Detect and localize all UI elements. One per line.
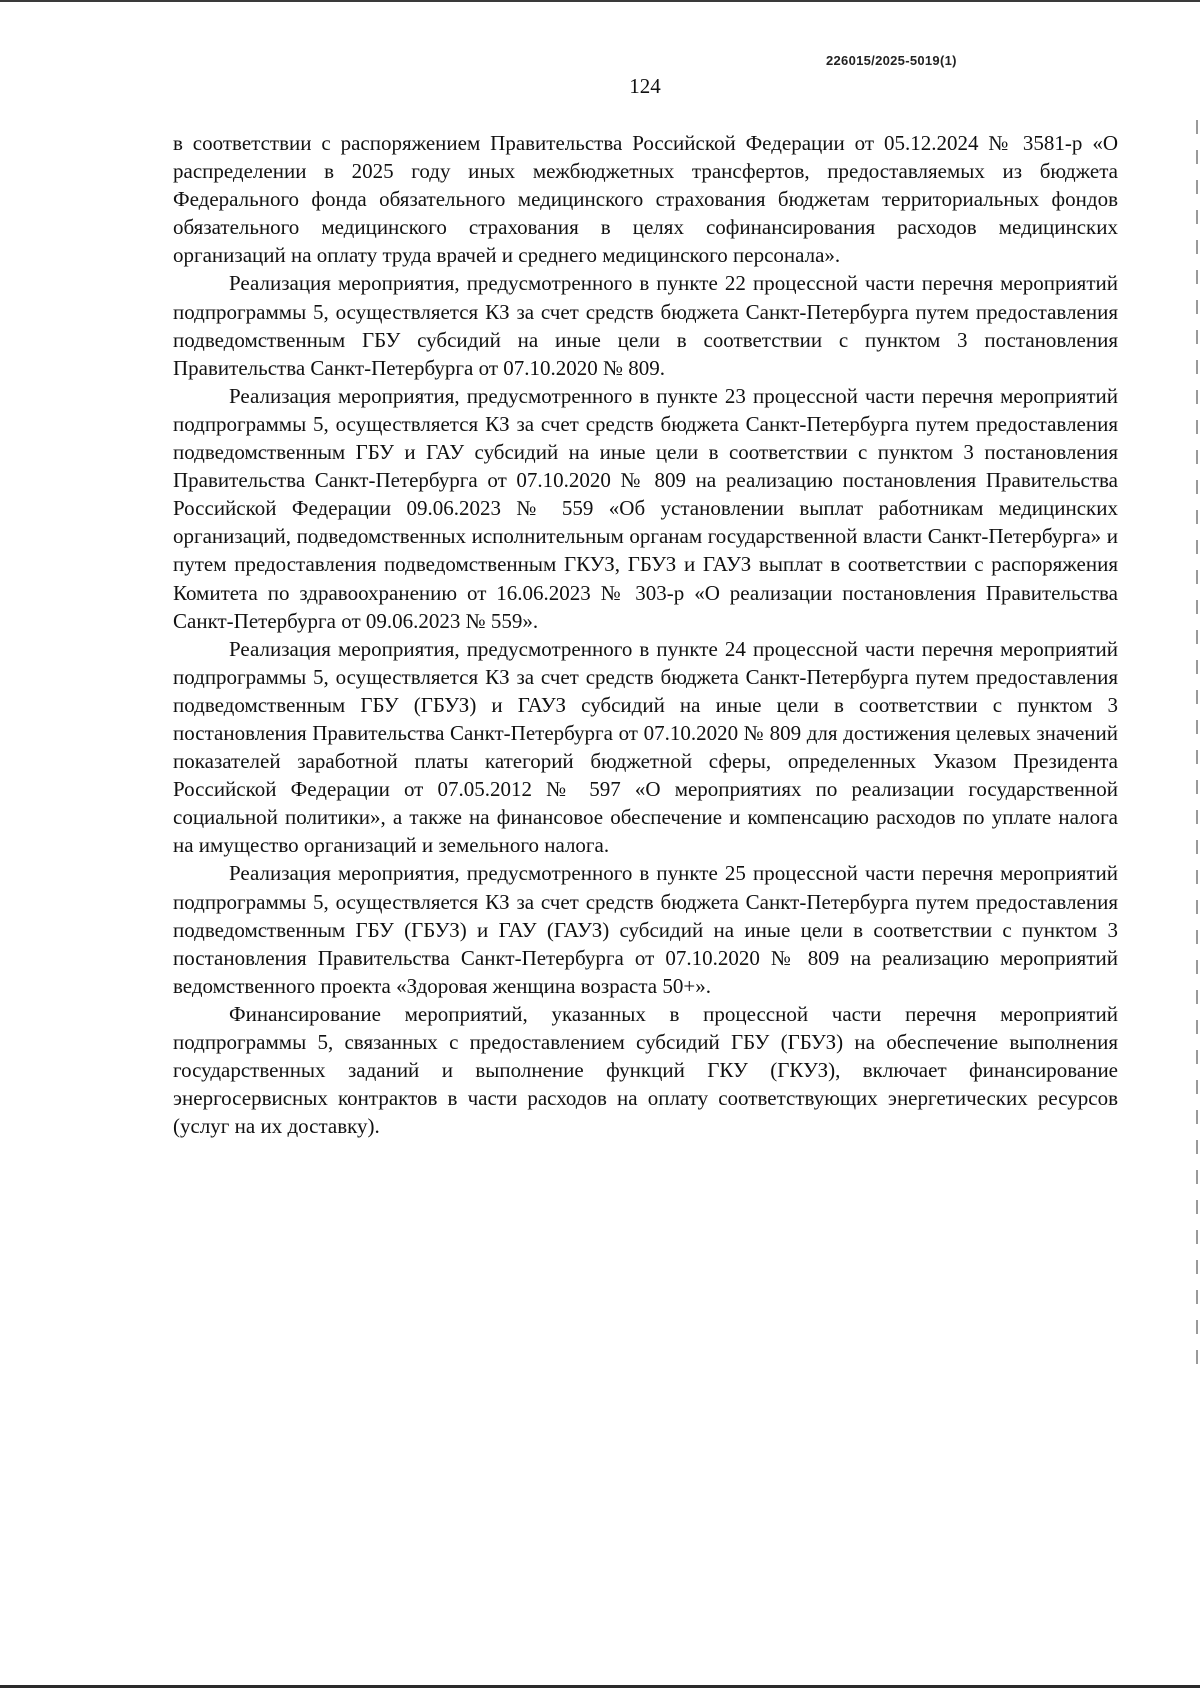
- paragraph-financing: Финансирование мероприятий, указанных в процессной части перечня мероприятий подпрограммы 5, связанных с предоставлением субсидий ГБУ (ГБУЗ) на обеспечение выполнения государственных заданий и выполнение функций ГКУ (ГКУЗ), включает финансирование энергосервисных контрактов в части расходов на оплату соответствующих энергетических ресурсов (услуг на их доставку).: [173, 1001, 1118, 1139]
- scan-edge-bottom: [0, 1685, 1200, 1688]
- paragraph-item-22: Реализация мероприятия, предусмотренного в пункте 22 процессной части перечня мероприятий подпрограммы 5, осуществляется КЗ за счет средств бюджета Санкт-Петербурга путем предоставления подведомственным ГБУ субсидий на иные цели в соответствии с пунктом 3 постановления Правительства Санкт-Петербурга от 07.10.2020 № 809.: [173, 271, 1118, 380]
- document-registration-number: 226015/2025-5019(1): [826, 53, 957, 68]
- page-number: 124: [629, 74, 661, 98]
- scan-edge-top: [0, 0, 1200, 2]
- document-body: [173, 129, 1118, 1140]
- scan-edge-right: [1196, 120, 1198, 1380]
- paragraph-item-23: Реализация мероприятия, предусмотренного в пункте 23 процессной части перечня мероприятий подпрограммы 5, осуществляется КЗ за счет средств бюджета Санкт-Петербурга путем предоставления подведомственным ГБУ и ГАУ субсидий на иные цели в соответствии с пунктом 3 постановления Правительства Санкт-Петербурга от 07.10.2020 № 809 на реализацию постановления Правительства Российской Федерации 09.06.2023 № 559 «Об установлении выплат работникам медицинских организаций, подведомственных исполнительным органам государственной власти Санкт-Петербурга» и путем предоставления подведомственным ГКУЗ, ГБУЗ и ГАУЗ выплат в соответствии с распоряжения Комитета по здравоохранению от 16.06.2023 № 303-р «О реализации постановления Правительства Санкт-Петербурга от 09.06.2023 № 559».: [173, 383, 1118, 633]
- paragraph-item-25: Реализация мероприятия, предусмотренного в пункте 25 процессной части перечня мероприятий подпрограммы 5, осуществляется КЗ за счет средств бюджета Санкт-Петербурга путем предоставления подведомственным ГБУ (ГБУЗ) и ГАУ (ГАУЗ) субсидий на иные цели в соответствии с пунктом 3 постановления Правительства Санкт-Петербурга от 07.10.2020 № 809 на реализацию мероприятий ведомственного проекта «Здоровая женщина возраста 50+».: [173, 861, 1118, 998]
- paragraph-continuation: в соответствии с распоряжением Правительства Российской Федерации от 05.12.2024 № 3581-р «О распределении в 2025 году иных межбюджетных трансфертов, предоставляемых из бюджета Федерального фонда обязательного медицинского страхования бюджетам территориальных фондов обязательного медицинского страхования в целях софинансирования расходов медицинских организаций на оплату труда врачей и среднего медицинского персонала».: [173, 131, 1118, 268]
- paragraph-item-24: Реализация мероприятия, предусмотренного в пункте 24 процессной части перечня мероприятий подпрограммы 5, осуществляется КЗ за счет средств бюджета Санкт-Петербурга путем предоставления подведомственным ГБУ (ГБУЗ) и ГАУЗ субсидий на иные цели в соответствии с пунктом 3 постановления Правительства Санкт-Петербурга от 07.10.2020 № 809 для достижения целевых значений показателей заработной платы категорий бюджетной сферы, определенных Указом Президента Российской Федерации от 07.05.2012 № 597 «О мероприятиях по реализации государственной социальной политики», а также на финансовое обеспечение и компенсацию расходов по уплате налога на имущество организаций и земельного налога.: [173, 636, 1118, 858]
